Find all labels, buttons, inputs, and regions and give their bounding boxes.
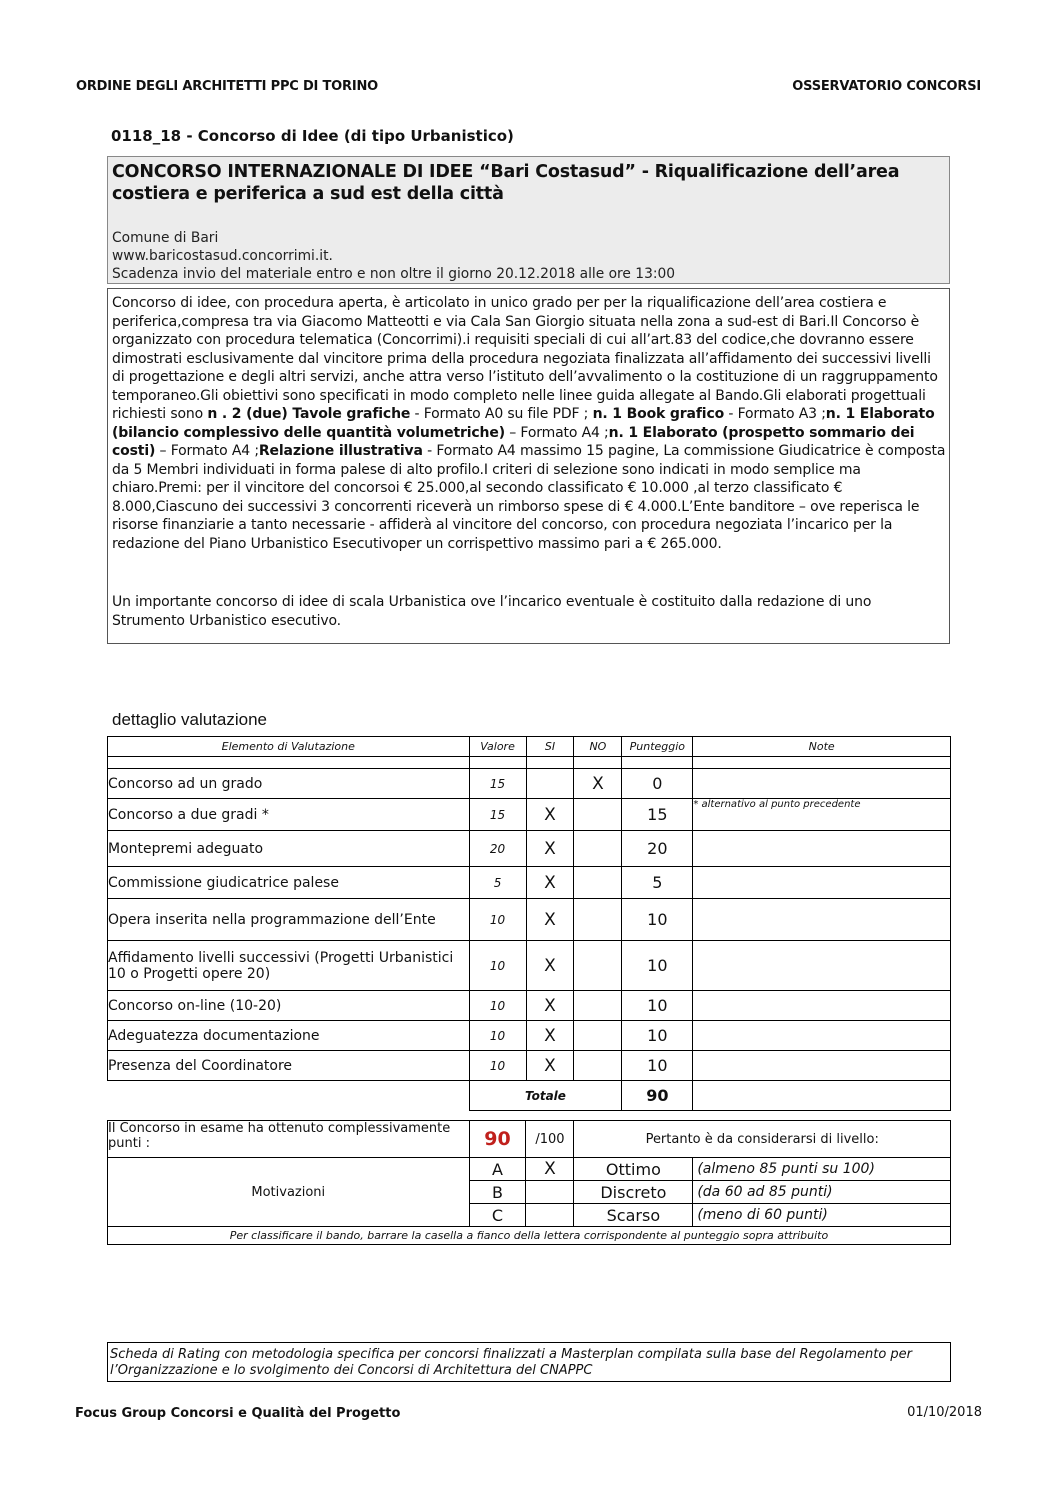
website-link[interactable]: www.baricostasud.concorrimi.it. (112, 248, 333, 264)
row-note (693, 769, 951, 799)
header-valore: Valore (469, 737, 526, 757)
row-punteggio: 10 (622, 941, 693, 991)
level-checkbox[interactable]: X (526, 1158, 574, 1181)
row-punteggio: 10 (622, 1021, 693, 1051)
classification-footnote: Per classificare il bando, barrare la casella a fianco della lettera corrispondente al punteggio sopra attribuito (108, 1227, 951, 1245)
row-note (693, 831, 951, 867)
row-valore: 20 (469, 831, 526, 867)
table-header-row (108, 737, 951, 757)
row-si-checkbox[interactable]: X (526, 1021, 574, 1051)
level-letter: A (469, 1158, 526, 1181)
row-no-checkbox[interactable] (574, 941, 622, 991)
level-range: (da 60 ad 85 punti) (693, 1181, 951, 1204)
header-note: Note (693, 737, 951, 757)
level-row (108, 1158, 951, 1181)
header-si: SI (526, 737, 574, 757)
row-elemento: Montepremi adeguato (108, 831, 470, 867)
total-note (693, 1081, 951, 1111)
row-note (693, 1051, 951, 1081)
entity: Comune di Bari (112, 230, 219, 246)
row-valore: 10 (469, 991, 526, 1021)
row-note (693, 991, 951, 1021)
row-si-checkbox[interactable]: X (526, 867, 574, 899)
row-no-checkbox[interactable] (574, 1021, 622, 1051)
footnote-row (108, 1227, 951, 1245)
row-punteggio: 10 (622, 1051, 693, 1081)
row-elemento: Adeguatezza documentazione (108, 1021, 470, 1051)
total-empty (108, 1081, 470, 1111)
row-si-checkbox[interactable]: X (526, 991, 574, 1021)
footer-left: Focus Group Concorsi e Qualità del Progetto (75, 1406, 401, 1421)
row-note (693, 867, 951, 899)
row-elemento: Concorso ad un grado (108, 769, 470, 799)
level-name: Discreto (574, 1181, 693, 1204)
result-table (107, 1120, 951, 1245)
deadline: Scadenza invio del materiale entro e non oltre il giorno 20.12.2018 alle ore 13:00 (112, 266, 676, 282)
desc-bold: n. 1 Elaborato (bilancio complessivo delle quantità volumetriche) (112, 406, 935, 441)
row-valore: 5 (469, 867, 526, 899)
row-no-checkbox[interactable]: X (574, 769, 622, 799)
header-observatory: OSSERVATORIO CONCORSI (792, 79, 981, 94)
row-si-checkbox[interactable]: X (526, 1051, 574, 1081)
row-note: * alternativo al punto precedente (693, 799, 951, 831)
table-row (108, 831, 951, 867)
row-note (693, 941, 951, 991)
rating-method-note: Scheda di Rating con metodologia specifica per concorsi finalizzati a Masterplan compilata sulla base del Regolamento per l’Organizzazione e lo svolgimento dei Concorsi di Architettura del CNAPPC (107, 1342, 951, 1382)
row-valore: 10 (469, 941, 526, 991)
result-level-text: Pertanto è da considerarsi di livello: (574, 1121, 951, 1158)
competition-code-title: 0118_18 - Concorso di Idee (di tipo Urbanistico) (111, 127, 514, 145)
desc-bold: n . 2 (due) Tavole grafiche (207, 406, 411, 422)
competition-title: CONCORSO INTERNAZIONALE DI IDEE “Bari Costasud” - Riqualificazione dell’area costiera e periferica a sud est della città (112, 162, 900, 204)
row-si-checkbox[interactable]: X (526, 799, 574, 831)
row-punteggio: 5 (622, 867, 693, 899)
table-row (108, 991, 951, 1021)
row-elemento: Presenza del Coordinatore (108, 1051, 470, 1081)
header-elemento: Elemento di Valutazione (108, 737, 470, 757)
level-checkbox[interactable] (526, 1204, 574, 1227)
result-score-row (108, 1121, 951, 1158)
desc-text: - Formato A4 massimo 15 pagine, La commissione Giudicatrice è composta da 5 Membri individuati in forma palese di alto profilo.I criteri di selezione sono indicati in modo semplice ma chiaro.Premi: per il vincitore del concorsoi € 25.000,al secondo classificato € 10.000 ,al terzo classificato € 8.000,Ciascuno dei successivi 3 concorrenti riceverà un rimborso spese di € 4.000.L’Ente banditore – ove reperisca le risorse finanziarie a tanto necessarie - affiderà al vincitore del concorso, con procedura negoziata l’incarico per la redazione del Piano Urbanistico Esecutivoper un corrispettivo massimo pari a € 265.000. (112, 443, 946, 552)
row-punteggio: 10 (622, 899, 693, 941)
result-label: Il Concorso in esame ha ottenuto complessivamente punti : (108, 1121, 470, 1158)
desc-text: – Formato A4 ; (155, 443, 259, 459)
header-no: NO (574, 737, 622, 757)
row-si-checkbox[interactable]: X (526, 941, 574, 991)
footer-date: 01/10/2018 (907, 1405, 982, 1420)
row-valore: 15 (469, 799, 526, 831)
row-valore: 10 (469, 899, 526, 941)
desc-bold: n. 1 Elaborato (prospetto sommario dei costi) (112, 424, 915, 459)
row-valore: 10 (469, 1021, 526, 1051)
desc-bold: n. 1 Book grafico (592, 406, 725, 422)
table-row (108, 867, 951, 899)
level-letter: C (469, 1204, 526, 1227)
row-valore: 15 (469, 769, 526, 799)
table-total-row (108, 1081, 951, 1111)
row-elemento: Concorso on-line (10-20) (108, 991, 470, 1021)
level-name: Ottimo (574, 1158, 693, 1181)
row-elemento: Affidamento livelli successivi (Progetti Urbanistici 10 o Progetti opere 20) (108, 941, 470, 991)
level-range: (almeno 85 punti su 100) (693, 1158, 951, 1181)
section-title: dettaglio valutazione (112, 710, 268, 729)
desc-text: - Formato A3 ; (724, 406, 826, 422)
table-row (108, 941, 951, 991)
row-si-checkbox[interactable]: X (526, 899, 574, 941)
row-si-checkbox[interactable] (526, 769, 574, 799)
description-paragraph (112, 294, 946, 553)
header-org: ORDINE DEGLI ARCHITETTI PPC DI TORINO (76, 79, 379, 94)
row-no-checkbox[interactable] (574, 799, 622, 831)
row-si-checkbox[interactable]: X (526, 831, 574, 867)
result-score: 90 (469, 1121, 526, 1158)
description-box (107, 288, 950, 644)
row-note (693, 1021, 951, 1051)
row-no-checkbox[interactable] (574, 1051, 622, 1081)
row-punteggio: 20 (622, 831, 693, 867)
table-row (108, 1021, 951, 1051)
row-punteggio: 0 (622, 769, 693, 799)
level-name: Scarso (574, 1204, 693, 1227)
row-no-checkbox[interactable] (574, 831, 622, 867)
table-row (108, 769, 951, 799)
desc-bold: Relazione illustrativa (258, 443, 423, 459)
title-box (107, 156, 950, 284)
motivazioni-label: Motivazioni (108, 1158, 470, 1227)
level-range: (meno di 60 punti) (693, 1204, 951, 1227)
row-elemento: Concorso a due gradi * (108, 799, 470, 831)
row-punteggio: 15 (622, 799, 693, 831)
table-row (108, 899, 951, 941)
table-spacer-row (108, 757, 951, 769)
row-elemento: Commissione giudicatrice palese (108, 867, 470, 899)
row-no-checkbox[interactable] (574, 991, 622, 1021)
table-row (108, 799, 951, 831)
row-valore: 10 (469, 1051, 526, 1081)
total-value: 90 (622, 1081, 693, 1111)
total-label: Totale (469, 1081, 622, 1111)
desc-text: - Formato A0 su file PDF ; (410, 406, 593, 422)
desc-text: – Formato A4 ; (504, 424, 609, 441)
desc-text: Concorso di idee, con procedura aperta, è articolato in unico grado per per la riqualificazione dell’area costiera e periferica,compresa tra via Giacomo Matteotti e via Cala San Giorgio situata nella zona a sud-est di Bari.Il Concorso è organizzato con procedura telematica (Concorrimi).i requisiti speciali di cui all’art.83 del codice,che dovranno essere dimostrati esclusivamente dal vincitore prima della procedura negoziata finalizzata all’affidamento dei successivi livelli di progettazione e degli altri servizi, anche attra verso l’istituto dell’avvalimento o la costituzione di un raggruppamento temporaneo.Gli obiettivi sono specificati in modo completo nelle linee guida allegate al Bando.Gli elaborati progettuali richiesti sono (112, 295, 938, 422)
description-summary: Un importante concorso di idee di scala Urbanistica ove l’incarico eventuale è costituito dalla redazione di uno Strumento Urbanistico esecutivo. (112, 594, 872, 629)
row-elemento: Opera inserita nella programmazione dell’Ente (108, 899, 470, 941)
row-no-checkbox[interactable] (574, 867, 622, 899)
header-punteggio: Punteggio (622, 737, 693, 757)
row-punteggio: 10 (622, 991, 693, 1021)
evaluation-table (107, 736, 951, 1111)
row-note (693, 899, 951, 941)
result-out-of: /100 (526, 1121, 574, 1158)
level-letter: B (469, 1181, 526, 1204)
table-row (108, 1051, 951, 1081)
level-checkbox[interactable] (526, 1181, 574, 1204)
row-no-checkbox[interactable] (574, 899, 622, 941)
